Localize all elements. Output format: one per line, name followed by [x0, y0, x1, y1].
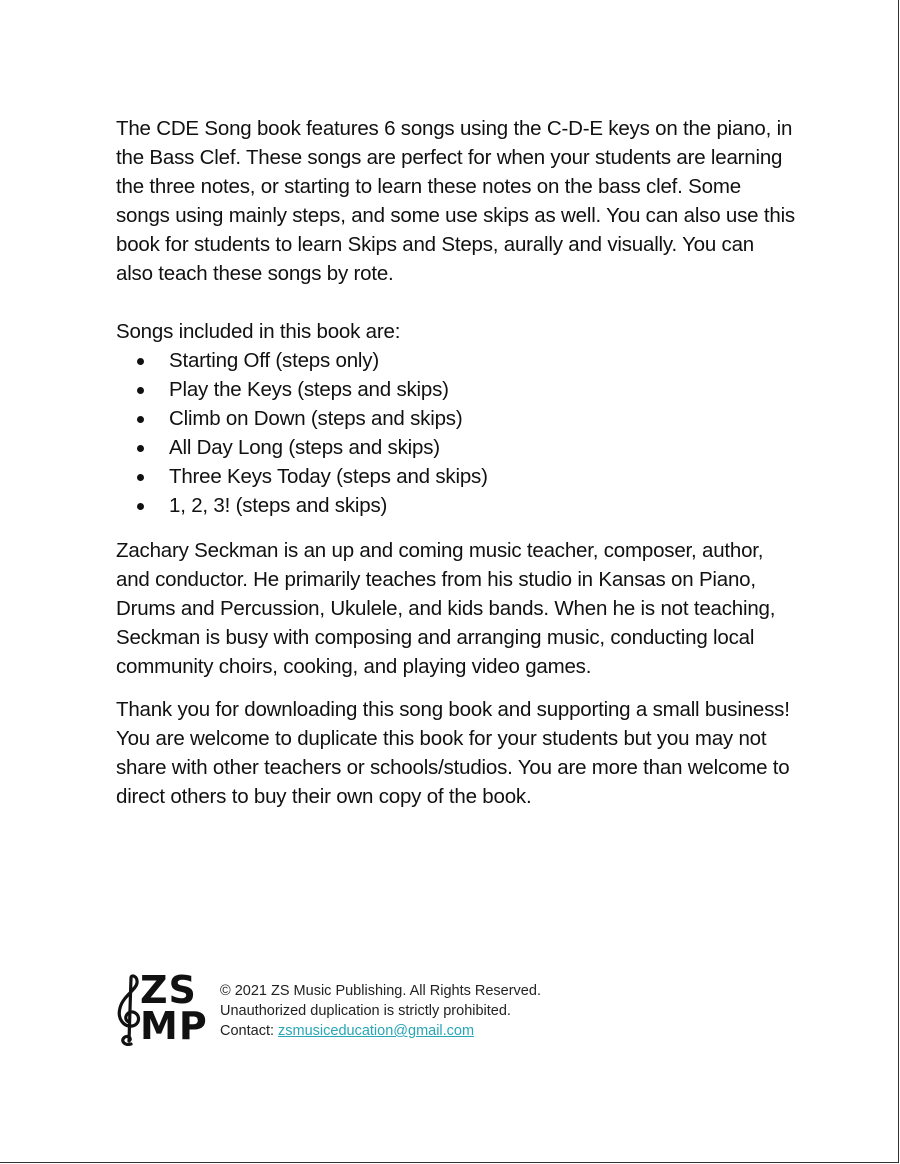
thanks-paragraph: Thank you for downloading this song book and supporting a small business! You are welcome to duplicate this book for your students but you may not share with other teachers or schools/studios. You are more than welcome to direct others to buy their own copy of the book. [116, 698, 790, 808]
list-item: Starting Off (steps only) [116, 346, 796, 375]
list-item: 1, 2, 3! (steps and skips) [116, 491, 796, 520]
list-item: Three Keys Today (steps and skips) [116, 462, 796, 491]
duplication-notice: Unauthorized duplication is strictly prohibited. [220, 1003, 511, 1019]
zsmp-logo [110, 968, 210, 1048]
footer-text [220, 981, 541, 1041]
list-item: Play the Keys (steps and skips) [116, 375, 796, 404]
songs-heading: Songs included in this book are: [116, 320, 401, 343]
songs-list [116, 346, 796, 520]
author-bio-paragraph: Zachary Seckman is an up and coming music teacher, composer, author, and conductor. He primarily teaches from his studio in Kansas on Piano, Drums and Percussion, Ukulele, and kids bands. When he is not teaching, Seckman is busy with composing and arranging music, conducting local community choirs, cooking, and playing video games. [116, 539, 776, 678]
contact-line [220, 1021, 541, 1041]
document-body [116, 114, 796, 811]
logo-text-bottom: MP [140, 1004, 208, 1048]
contact-email-link[interactable]: zsmusiceducation@gmail.com [278, 1023, 475, 1039]
list-item: Climb on Down (steps and skips) [116, 404, 796, 433]
footer [110, 968, 670, 1048]
logo-text-top: ZS [140, 968, 197, 1012]
copyright-line: © 2021 ZS Music Publishing. All Rights Reserved. [220, 983, 541, 999]
contact-label: Contact: [220, 1023, 279, 1039]
list-item: All Day Long (steps and skips) [116, 433, 796, 462]
intro-paragraph: The CDE Song book features 6 songs using the C-D-E keys on the piano, in the Bass Clef. These songs are perfect for when your students are learning the three notes, or starting to learn these notes on the bass clef. Some songs using mainly steps, and some use skips as well. You can also use this book for students to learn Skips and Steps, aurally and visually. You can also teach these songs by rote. [116, 117, 795, 285]
